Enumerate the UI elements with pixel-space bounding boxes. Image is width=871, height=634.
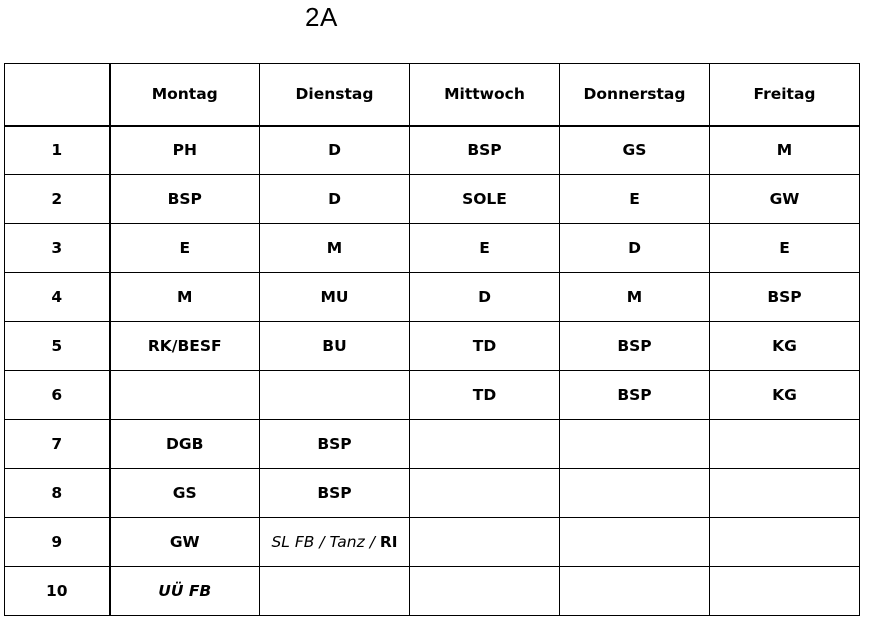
lesson-cell: DGB [110,420,260,469]
table-row [5,420,860,469]
day-header-donnerstag: Donnerstag [560,64,710,126]
period-number: 8 [5,469,110,518]
lesson-cell: BSP [260,420,410,469]
corner-cell [5,64,110,126]
table-row [5,518,860,567]
table-row [5,126,860,175]
lesson-cell: M [110,273,260,322]
timetable [4,63,860,616]
lesson-cell [410,420,560,469]
lesson-bold-part: RI [379,533,398,551]
table-row [5,567,860,616]
period-number: 6 [5,371,110,420]
period-number: 9 [5,518,110,567]
lesson-cell: SOLE [410,175,560,224]
lesson-cell [710,567,860,616]
lesson-cell: PH [110,126,260,175]
day-header-dienstag: Dienstag [260,64,410,126]
table-row [5,469,860,518]
lesson-cell [410,567,560,616]
day-header-freitag: Freitag [710,64,860,126]
lesson-cell: RK/BESF [110,322,260,371]
lesson-cell [710,518,860,567]
lesson-cell: M [560,273,710,322]
lesson-cell: BU [260,322,410,371]
lesson-cell [260,567,410,616]
lesson-cell [710,420,860,469]
lesson-cell: M [260,224,410,273]
lesson-cell: D [260,126,410,175]
lesson-cell: E [710,224,860,273]
lesson-cell: KG [710,371,860,420]
period-number: 1 [5,126,110,175]
lesson-cell: E [110,224,260,273]
lesson-cell: GS [560,126,710,175]
lesson-cell: KG [710,322,860,371]
table-row [5,322,860,371]
lesson-cell: D [560,224,710,273]
period-number: 7 [5,420,110,469]
lesson-cell: BSP [560,371,710,420]
lesson-cell [410,518,560,567]
lesson-cell: D [410,273,560,322]
lesson-cell: M [710,126,860,175]
lesson-cell: GS [110,469,260,518]
lesson-cell [560,469,710,518]
lesson-italic-part: SL FB / Tanz / [271,533,380,551]
lesson-cell: BSP [260,469,410,518]
table-row [5,371,860,420]
period-number: 10 [5,567,110,616]
lesson-cell: GW [110,518,260,567]
period-number: 2 [5,175,110,224]
timetable-title: 2A [305,2,338,32]
lesson-cell [260,371,410,420]
period-number: 4 [5,273,110,322]
period-number: 5 [5,322,110,371]
day-header-mittwoch: Mittwoch [410,64,560,126]
table-row [5,273,860,322]
lesson-cell: GW [710,175,860,224]
lesson-cell [560,518,710,567]
lesson-cell [110,371,260,420]
lesson-cell: BSP [110,175,260,224]
lesson-cell-mixed [260,518,410,567]
table-row [5,175,860,224]
lesson-cell: E [410,224,560,273]
lesson-cell: MU [260,273,410,322]
lesson-cell: D [260,175,410,224]
lesson-cell: TD [410,322,560,371]
lesson-cell [710,469,860,518]
lesson-cell: E [560,175,710,224]
lesson-cell [560,420,710,469]
table-row [5,224,860,273]
lesson-cell [560,567,710,616]
lesson-cell: BSP [710,273,860,322]
lesson-cell: TD [410,371,560,420]
lesson-cell: UÜ FB [110,567,260,616]
period-number: 3 [5,224,110,273]
lesson-cell [410,469,560,518]
lesson-cell: BSP [560,322,710,371]
lesson-cell: BSP [410,126,560,175]
header-row [5,64,860,126]
day-header-montag: Montag [110,64,260,126]
